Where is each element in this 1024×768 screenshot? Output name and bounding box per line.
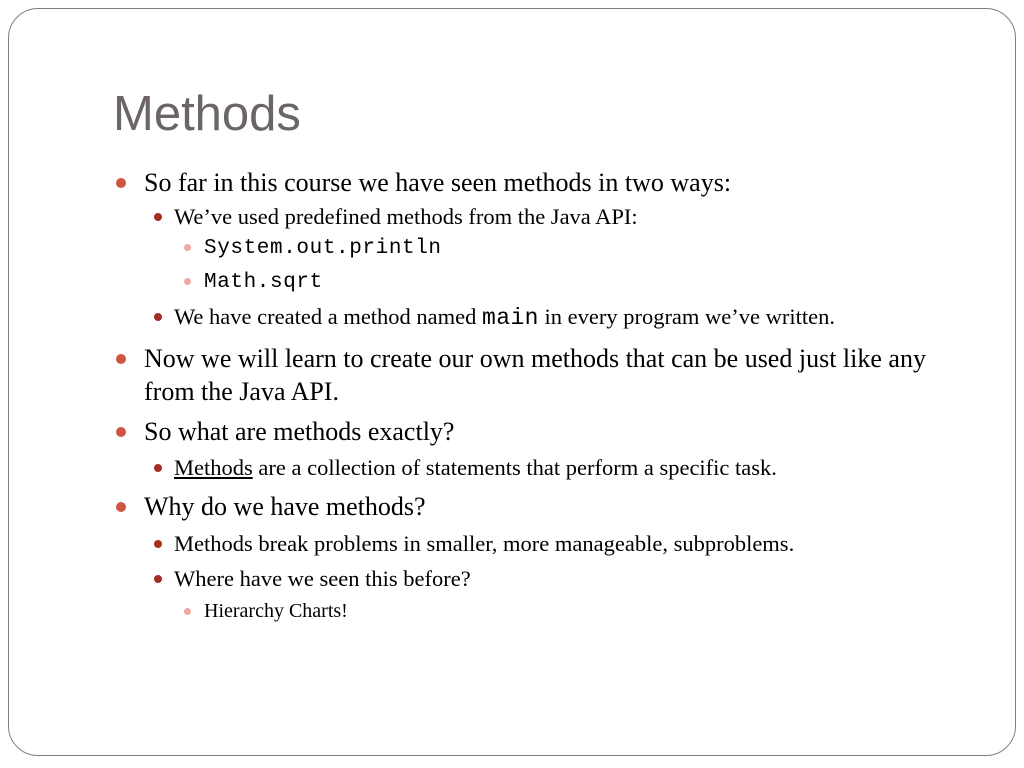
bullet-dot xyxy=(116,178,126,188)
bullet-dot xyxy=(184,244,191,251)
bullet-dot xyxy=(116,502,126,512)
bullet-text: So what are methods exactly? xyxy=(144,417,455,446)
bullet-dot xyxy=(154,213,162,221)
bullet-item xyxy=(114,490,964,523)
bullet-item xyxy=(114,595,964,627)
bullet-item xyxy=(114,265,964,299)
bullet-item xyxy=(114,529,964,558)
bullet-item xyxy=(114,166,964,199)
slide-title: Methods xyxy=(113,87,301,141)
bullet-item xyxy=(114,415,964,448)
bullet-dot xyxy=(154,464,162,472)
bullet-item xyxy=(114,342,964,408)
bullet-item xyxy=(114,564,964,593)
bullet-dot xyxy=(184,608,191,615)
bullet-dot xyxy=(184,278,191,285)
bullet-text: Hierarchy Charts! xyxy=(204,600,348,622)
bullet-dot xyxy=(154,313,162,321)
bullet-text: We’ve used predefined methods from the Java API: xyxy=(174,204,638,229)
bullet-item xyxy=(114,231,964,265)
bullet-text: We have created a method named xyxy=(174,304,483,329)
bullet-dot xyxy=(116,354,126,364)
bullet-dot xyxy=(116,427,126,437)
bullet-text: in every program we’ve written. xyxy=(538,304,835,329)
code-text: main xyxy=(482,305,539,331)
bullet-item xyxy=(114,302,964,333)
code-text: Math.sqrt xyxy=(204,271,323,294)
bullet-dot xyxy=(154,575,162,583)
slide-content xyxy=(114,166,964,627)
bullet-text: are a collection of statements that perform a specific task. xyxy=(252,455,777,480)
term-text: Methods xyxy=(174,455,253,480)
bullet-text: So far in this course we have seen methods in two ways: xyxy=(144,168,732,197)
bullet-item xyxy=(114,202,964,231)
bullet-text: Where have we seen this before? xyxy=(174,566,471,591)
bullet-text: Now we will learn to create our own methods that can be used just like any from the Java API. xyxy=(144,344,926,406)
bullet-item xyxy=(114,453,964,482)
bullet-text: Methods break problems in smaller, more manageable, subproblems. xyxy=(174,531,795,556)
code-text: System.out.println xyxy=(204,237,442,260)
bullet-dot xyxy=(154,540,162,548)
bullet-text: Why do we have methods? xyxy=(144,492,426,521)
